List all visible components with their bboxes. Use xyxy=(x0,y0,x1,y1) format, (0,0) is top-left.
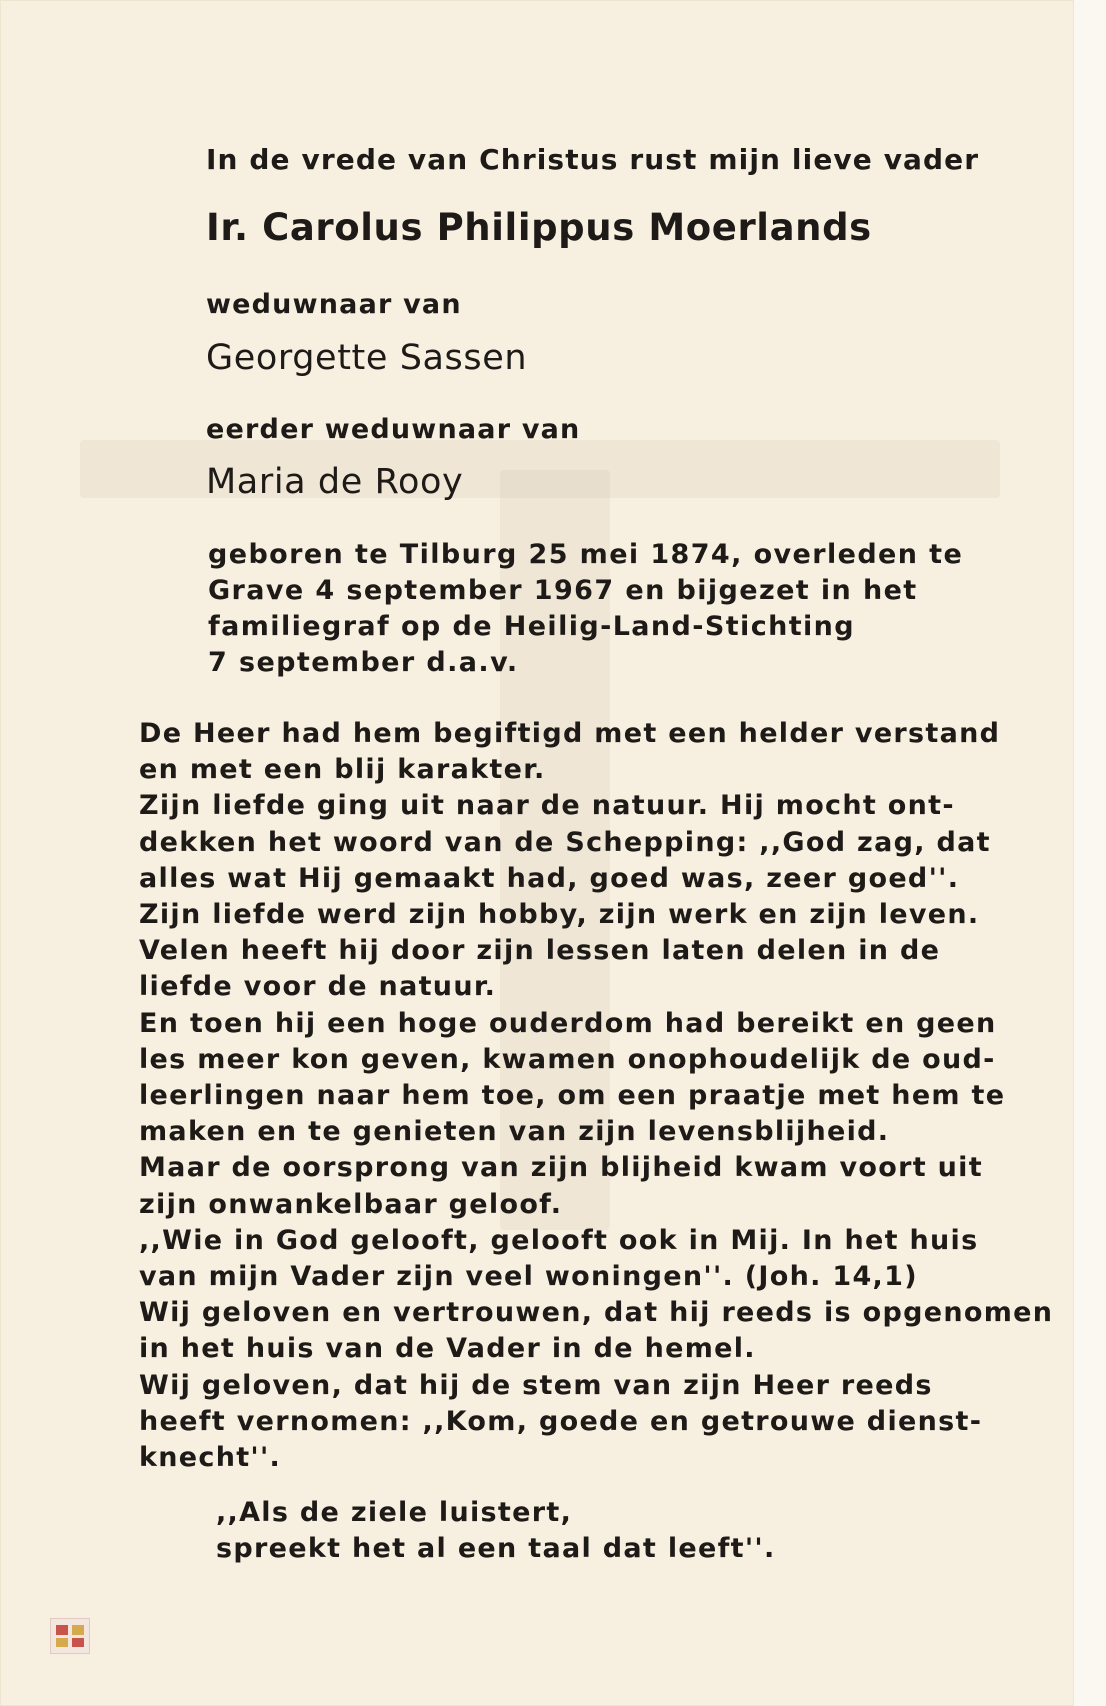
tribute-line: En toen hij een hoge ouderdom had bereikt en geen xyxy=(139,1007,997,1039)
closing-quote xyxy=(216,1495,776,1567)
bio-line: 7 september d.a.v. xyxy=(208,647,519,678)
tribute-line: Zijn liefde ging uit naar de natuur. Hij mocht ont- xyxy=(139,790,955,822)
spouse-label: weduwnaar van xyxy=(206,289,462,320)
tribute-line: en met een blij karakter. xyxy=(139,754,546,786)
spouse-name: Georgette Sassen xyxy=(206,338,528,378)
bio-line: familiegraf op de Heilig-Land-Stichting xyxy=(208,611,856,642)
tribute-line: Zijn liefde werd zijn hobby, zijn werk en zijn leven. xyxy=(139,899,980,931)
tribute-line: De Heer had hem begiftigd met een helder verstand xyxy=(139,718,1001,749)
tribute-line: ,,Wie in God gelooft, gelooft ook in Mij. In het huis xyxy=(139,1224,979,1256)
former-spouse-label: eerder weduwnaar van xyxy=(206,414,581,445)
tribute-line: maken en te genieten van zijn levensblijheid. xyxy=(139,1116,890,1148)
tribute-line: dekken het woord van de Schepping: ,,God zag, dat xyxy=(139,826,991,858)
tribute-line: leerlingen naar hem toe, om een praatje met hem te xyxy=(139,1080,1006,1112)
deceased-name: Ir. Carolus Philippus Moerlands xyxy=(206,206,872,249)
tribute-line: zijn onwankelbaar geloof. xyxy=(139,1188,563,1220)
tribute-line: van mijn Vader zijn veel woningen''. (Joh. 14,1) xyxy=(139,1261,918,1293)
bio-line: geboren te Tilburg 25 mei 1874, overleden te xyxy=(208,539,964,570)
former-spouse-name: Maria de Rooy xyxy=(206,462,464,502)
tribute-line: heeft vernomen: ,,Kom, goede en getrouwe dienst- xyxy=(139,1405,983,1437)
tribute-line: liefde voor de natuur. xyxy=(139,971,497,1003)
quote-line: spreekt het al een taal dat leeft''. xyxy=(216,1533,776,1564)
intro-line: In de vrede van Christus rust mijn lieve vader xyxy=(206,143,980,176)
quote-line: ,,Als de ziele luistert, xyxy=(216,1497,573,1528)
bio-line: Grave 4 september 1967 en bijgezet in het xyxy=(208,575,918,606)
tribute-line: les meer kon geven, kwamen onophoudelijk de oud- xyxy=(139,1043,996,1075)
tribute-line: Maar de oorsprong van zijn blijheid kwam voort uit xyxy=(139,1152,983,1184)
tribute-line: knecht''. xyxy=(139,1442,282,1474)
tribute-line: Wij geloven en vertrouwen, dat hij reeds is opgenomen xyxy=(139,1297,1054,1329)
coat-of-arms-icon xyxy=(50,1618,90,1654)
tribute-line: Wij geloven, dat hij de stem van zijn Heer reeds xyxy=(139,1369,933,1401)
tribute-line: Velen heeft hij door zijn lessen laten delen in de xyxy=(139,935,941,967)
tribute-line: in het huis van de Vader in de hemel. xyxy=(139,1333,756,1365)
scan-margin xyxy=(1074,0,1106,1706)
tribute-line: alles wat Hij gemaakt had, goed was, zeer goed''. xyxy=(139,862,960,894)
tribute-text xyxy=(139,716,1053,1476)
bio-paragraph xyxy=(208,537,963,681)
